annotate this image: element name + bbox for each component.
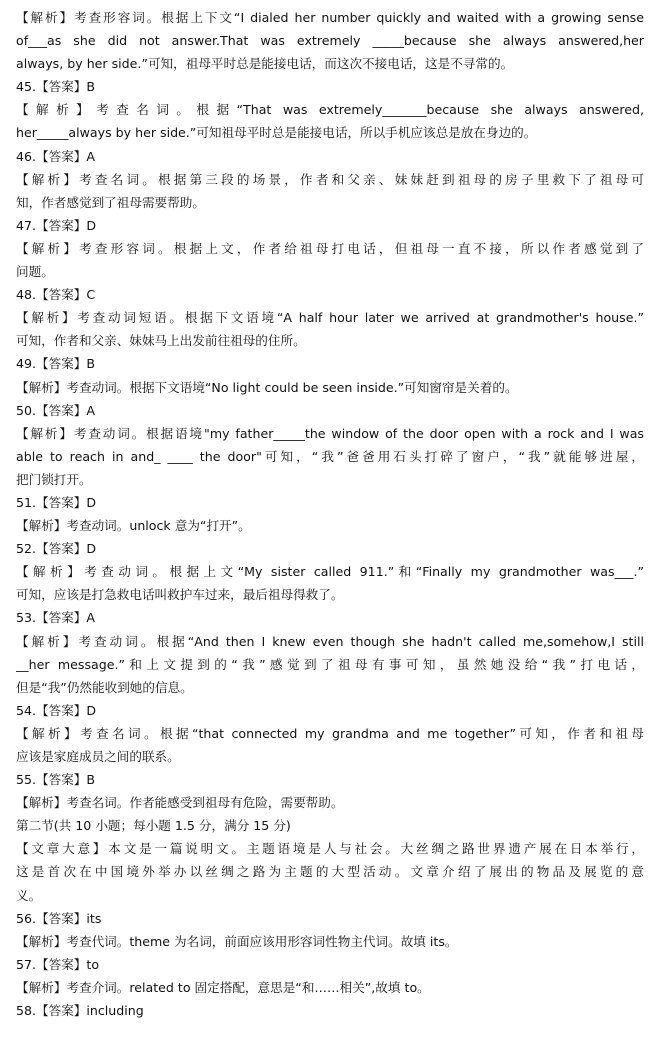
text-line: 【解析】考查动词。根据“And then I knew even though she hadn't called me,somehow,I still <box>16 633 644 649</box>
text-line: 【解析】考查动词。根据下文语境“No light could be seen inside.”可知窗帘是关着的。 <box>16 379 518 395</box>
text-line: 【文章大意】本文是一篇说明文。主题语境是人与社会。大丝绸之路世界遗产展在日本举行， <box>16 841 644 857</box>
text-line: 55.【答案】B <box>16 772 96 788</box>
text-line: 可知，作者和父亲、妹妹马上出发前往祖母的住所。 <box>16 333 306 349</box>
text-line: 【解析】考查动词。unlock 意为“打开”。 <box>16 518 251 534</box>
text-line: always, by her side.”可知，祖母平时总是能接电话，而这次不接电话，这是不寻常的。 <box>16 56 514 72</box>
text-line: 49.【答案】B <box>16 356 96 372</box>
text-line: 【解析】考查形容词。根据上下文“I dialed her number quickly and waited with a growing sense <box>16 10 644 25</box>
text-line: 48.【答案】C <box>16 287 96 303</box>
text-line: 46.【答案】A <box>16 148 96 164</box>
text-line: 58.【答案】including <box>16 1003 144 1019</box>
text-line: 【解析】考查动词。根据上文“My sister called 911.”和“Finally my grandmother was___.” <box>16 564 644 580</box>
text-line: her_____always by her side.”可知祖母平时总是能接电话，所以手机应该总是放在身边的。 <box>16 125 537 141</box>
text-line: 义。 <box>16 887 42 903</box>
text-line: 57.【答案】to <box>16 956 100 972</box>
text-line: 【解析】考查动词短语。根据下文语境“A half hour later we arrived at grandmother's house.” <box>16 310 644 326</box>
text-line: 【解析】考查名词。根据“That was extremely_______because she always answered, <box>16 102 644 118</box>
text-line: of___as she did not answer.That was extremely _____because she always answered,her <box>16 33 644 49</box>
text-line: 【解析】考查形容词。根据上文，作者给祖母打电话，但祖母一直不接，所以作者感觉到了 <box>16 240 644 256</box>
text-line: 【解析】考查介词。related to 固定搭配，意思是“和……相关”,故填 to。 <box>16 979 430 995</box>
text-line: 【解析】考查名词。根据“that connected my grandma and me together”可知，作者和祖母 <box>16 725 644 741</box>
text-line: 54.【答案】D <box>16 702 97 718</box>
text-line: 第二节(共 10 小题；每小题 1.5 分，满分 15 分) <box>16 818 291 834</box>
text-line: 56.【答案】its <box>16 910 102 926</box>
text-line: 但是“我”仍然能收到她的信息。 <box>16 679 193 695</box>
text-line: 52.【答案】D <box>16 541 97 557</box>
text-line: 53.【答案】A <box>16 610 96 626</box>
text-line: 应该是家庭成员之间的联系。 <box>16 749 180 764</box>
text-line: able to reach in and_ ____ the door"可知，“我”爸爸用石头打碎了窗户，“我”就能够进屋， <box>16 448 644 464</box>
text-line: 50.【答案】A <box>16 402 96 418</box>
text-line: 45.【答案】B <box>16 79 96 95</box>
text-line: 47.【答案】D <box>16 217 97 233</box>
text-line: 问题。 <box>16 264 54 280</box>
text-line: 【解析】考查代词。theme 为名词，前面应该用形容词性物主代词。故填 its。 <box>16 933 458 949</box>
text-line: 这是首次在中国境外举办以丝绸之路为主题的大型活动。文章介绍了展出的物品及展览的意 <box>16 864 644 880</box>
text-line: 把门锁打开。 <box>16 471 92 487</box>
text-line: 【解析】考查名词。作者能感受到祖母有危险，需要帮助。 <box>16 795 344 811</box>
text-line: __her message.”和上文提到的“我”感觉到了祖母有事可知，虽然她没给“我”打电话， <box>16 656 644 672</box>
text-line: 知，作者感觉到了祖母需要帮助。 <box>16 194 205 210</box>
text-line: 可知，应该是打急救电话叫救护车过来，最后祖母得救了。 <box>16 587 344 603</box>
text-line: 【解析】考查名词。根据第三段的场景，作者和父亲、妹妹赶到祖母的房子里救下了祖母可 <box>16 171 644 187</box>
text-line: 【解析】考查动词。根据语境"my father_____the window of the door open with a rock and I was <box>16 425 644 441</box>
text-line: 51.【答案】D <box>16 494 97 510</box>
